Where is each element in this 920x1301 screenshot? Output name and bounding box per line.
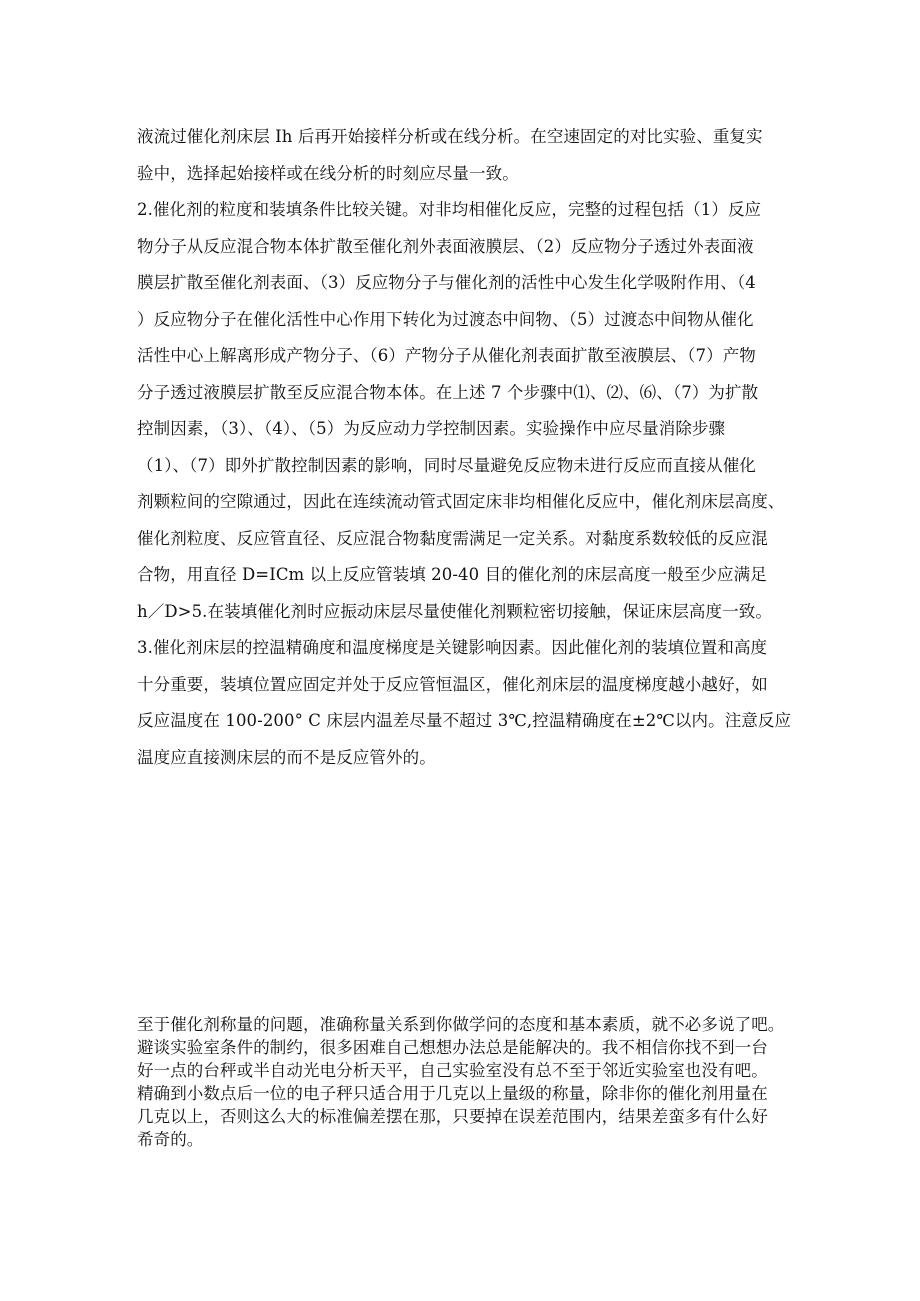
main-text-section: [137, 119, 792, 776]
text-line: 催化剂粒度、反应管直径、反应混合物黏度需满足一定关系。对黏度系数较低的反应混: [137, 528, 768, 548]
text-line: 至于催化剂称量的问题，准确称量关系到你做学问的态度和基本素质，就不必多说了吧。: [137, 1015, 785, 1034]
paragraph-catalyst-weighing: [137, 1013, 797, 1151]
text-line: 合物，用直径 D=ICm 以上反应管装填 20-40 目的催化剂的床层高度一般至少应满足: [137, 565, 767, 584]
text-line: 控制因素，（3）、（4）、（5）为反应动力学控制因素。实验操作中应尽量消除步骤: [137, 419, 726, 438]
text-line: 好一点的台秤或半自动光电分析天平，自己实验室没有总不至于邻近实验室也没有吧。: [137, 1061, 768, 1080]
text-line: 活性中心上解离形成产物分子、（6）产物分子从催化剂表面扩散至液膜层、（7）产物: [137, 346, 756, 365]
paragraph-temperature-control: [137, 630, 792, 776]
text-line: 液流过催化剂床层 Ih 后再开始接样分析或在线分析。在空速固定的对比实验、重复实: [137, 127, 763, 146]
text-line: 避谈实验室条件的制约，很多困难自己想想办法总是能解决的。我不相信你找不到一台: [137, 1038, 768, 1057]
text-line: 温度应直接测床层的而不是反应管外的。: [137, 747, 436, 767]
text-line: 希奇的。: [137, 1130, 204, 1149]
paragraph-catalyst-particle-size: [137, 192, 787, 630]
text-line: 2.催化剂的粒度和装填条件比较关键。对非均相催化反应，完整的过程包括（1）反应: [137, 200, 762, 219]
text-line: 精确到小数点后一位的电子秤只适合用于几克以上量级的称量，除非你的催化剂用量在: [137, 1084, 768, 1103]
text-line: 十分重要，装填位置应固定并处于反应管恒温区，催化剂床层的温度梯度越小越好，如: [137, 674, 768, 694]
text-line: h／D>5.在装填催化剂时应振动床层尽量使催化剂颗粒密切接触，保证床层高度一致。: [137, 601, 772, 621]
text-line: 物分子从反应混合物本体扩散至催化剂外表面液膜层、（2）反应物分子透过外表面液: [137, 236, 754, 256]
paragraph-sample-timing: [137, 119, 787, 192]
text-line: （1）、（7）即外扩散控制因素的影响，同时尽量避免反应物未进行反应而直接从催化: [137, 455, 756, 475]
text-line: 几克以上，否则这么大的标准偏差摆在那，只要掉在误差范围内，结果差蛮多有什么好: [137, 1107, 768, 1126]
text-line: 反应温度在 100-200° C 床层内温差尽量不超过 3℃,控温精确度在±2℃以内。注意反应: [137, 711, 792, 730]
text-line: 剂颗粒间的空隙通过，因此在连续流动管式固定床非均相催化反应中，催化剂床层高度、: [137, 492, 785, 511]
text-line: ）反应物分子在催化活性中心作用下转化为过渡态中间物、（5）过渡态中间物从催化: [137, 309, 754, 329]
text-line: 分子透过液膜层扩散至反应混合物本体。在上述 7 个步骤中⑴、⑵、⑹、（7）为扩散: [137, 382, 759, 402]
text-line: 验中，选择起始接样或在线分析的时刻应尽量一致。: [137, 163, 519, 183]
text-line: 3.催化剂床层的控温精确度和温度梯度是关键影响因素。因此催化剂的装填位置和高度: [137, 638, 768, 657]
text-line: 膜层扩散至催化剂表面、（3）反应物分子与催化剂的活性中心发生化学吸附作用、（4: [137, 273, 756, 292]
